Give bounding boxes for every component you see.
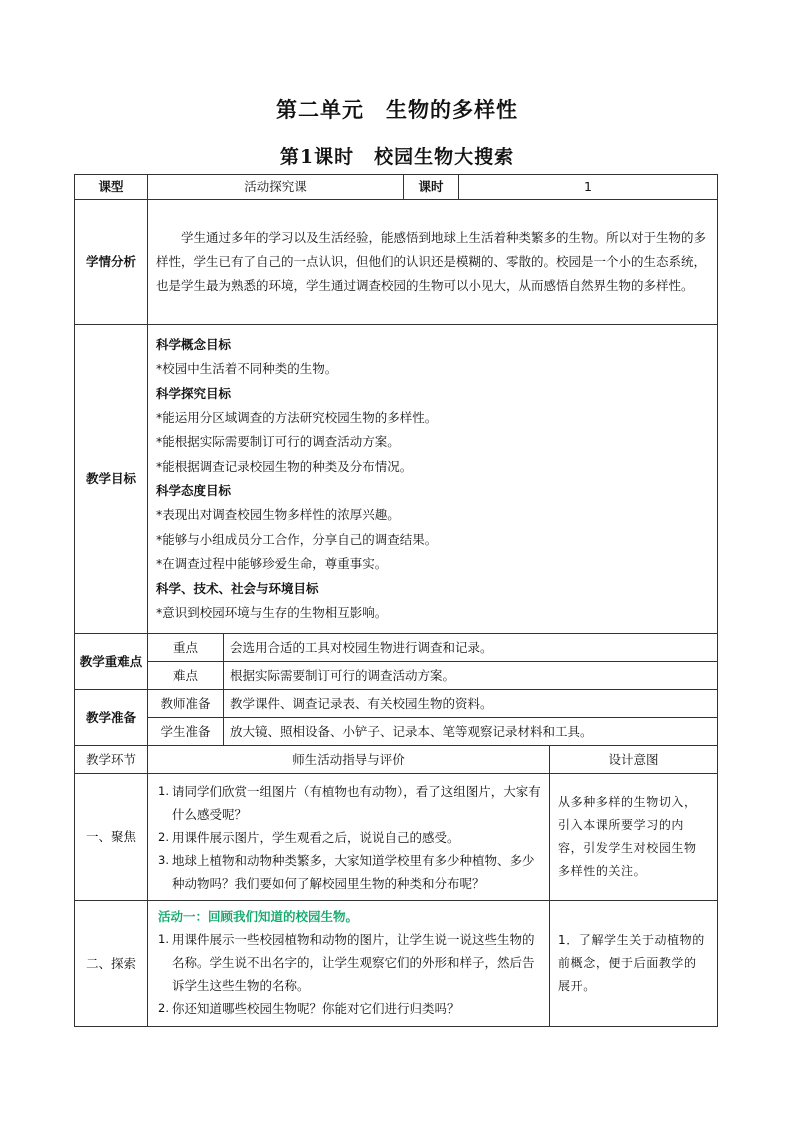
process-header-row bbox=[75, 746, 718, 774]
objective-item: *校园中生活着不同种类的生物。 bbox=[156, 361, 338, 376]
type-value: 活动探究课 bbox=[148, 175, 404, 200]
lesson-plan-table bbox=[74, 174, 718, 1027]
process-header-stage: 教学环节 bbox=[75, 746, 148, 774]
lesson-title: 第1课时 校园生物大搜索 bbox=[279, 146, 515, 168]
design-intent: 从多种多样的生物切入，引入本课所要学习的内容，引发学生对校园生物多样性的关注。 bbox=[550, 774, 718, 901]
objective-item: *表现出对调查校园生物多样性的浓厚兴趣。 bbox=[156, 507, 400, 522]
objective-item: *在调查过程中能够珍爱生命，尊重事实。 bbox=[156, 556, 388, 571]
info-row bbox=[75, 175, 718, 200]
process-header-design: 设计意图 bbox=[550, 746, 718, 774]
list-item: 2. 用课件展示图片，学生观看之后，说说自己的感受。 bbox=[158, 829, 460, 845]
preparation-label: 教学准备 bbox=[75, 690, 148, 746]
difficulty-label: 难点 bbox=[148, 662, 224, 690]
key-point-text: 会选用合适的工具对校园生物进行调查和记录。 bbox=[224, 634, 718, 662]
list-item: 2. 你还知道哪些校园生物呢？你能对它们进行归类吗？ bbox=[158, 1001, 460, 1016]
teacher-prep-text: 教学课件、调查记录表、有关校园生物的资料。 bbox=[224, 690, 718, 718]
hours-value: 1 bbox=[459, 175, 718, 200]
list-item: 1. 请同学们欣赏一组图片（有植物也有动物），看了这组图片，大家有什么感受呢？ bbox=[158, 783, 541, 822]
objective-item: *能运用分区域调查的方法研究校园生物的多样性。 bbox=[156, 409, 438, 425]
unit-title: 第二单元 生物的多样性 bbox=[276, 97, 518, 122]
process-section-explore bbox=[75, 901, 718, 1027]
difficulty-row bbox=[75, 662, 718, 690]
process-header-activity: 师生活动指导与评价 bbox=[148, 746, 550, 774]
key-point-row bbox=[75, 634, 718, 662]
list-item: 1. 用课件展示一些校园植物和动物的图片，让学生说一说这些生物的名称。学生说不出名字的，让学生观察它们的外形和样子，然后告诉学生这些生物的名称。 bbox=[158, 932, 535, 993]
objective-item: *能根据实际需要制订可行的调查活动方案。 bbox=[156, 434, 400, 449]
list-item: 3. 地球上植物和动物种类繁多，大家知道学校里有多少种植物、多少种动物吗？我们要如何了解校园里生物的种类和分布呢？ bbox=[158, 852, 535, 891]
stage-label: 二、探索 bbox=[75, 901, 148, 1027]
objective-heading: 科学概念目标 bbox=[156, 337, 232, 352]
objectives-label: 教学目标 bbox=[75, 325, 148, 634]
teacher-prep-label: 教师准备 bbox=[148, 690, 224, 718]
objective-heading: 科学、技术、社会与环境目标 bbox=[156, 580, 319, 596]
teacher-prep-row bbox=[75, 690, 718, 718]
key-point-label: 重点 bbox=[148, 634, 224, 662]
objective-item: *意识到校园环境与生存的生物相互影响。 bbox=[156, 604, 388, 620]
difficulty-text: 根据实际需要制订可行的调查活动方案。 bbox=[224, 662, 718, 690]
type-label: 课型 bbox=[75, 175, 148, 200]
hours-label: 课时 bbox=[404, 175, 459, 200]
objective-item: *能根据调查记录校园生物的种类及分布情况。 bbox=[156, 458, 413, 474]
stage-label: 一、聚焦 bbox=[75, 774, 148, 901]
student-prep-text: 放大镜、照相设备、小铲子、记录本、笔等观察记录材料和工具。 bbox=[224, 718, 718, 746]
activity-heading: 活动一：回顾我们知道的校园生物。 bbox=[158, 909, 359, 924]
objectives-row bbox=[75, 325, 718, 634]
objective-heading: 科学探究目标 bbox=[156, 385, 232, 401]
key-points-label: 教学重难点 bbox=[75, 634, 148, 690]
student-prep-row bbox=[75, 718, 718, 746]
objectives-content bbox=[148, 325, 718, 634]
analysis-text: 学生通过多年的学习以及生活经验，能感悟到地球上生活着种类繁多的生物。所以对于生物的多样性，学生已有了自己的一点认识，但他们的认识还是模糊的、零散的。校园是一个小的生态系统，也是学生最为熟悉的环境，学生通过调查校园的生物可以小见大，从而感悟自然界生物的多样性。 bbox=[148, 200, 718, 325]
design-intent: 1．了解学生关于动植物的前概念，便于后面教学的展开。 bbox=[550, 901, 718, 1027]
process-section-focus bbox=[75, 774, 718, 901]
objective-heading: 科学态度目标 bbox=[156, 483, 232, 498]
analysis-label: 学情分析 bbox=[75, 200, 148, 325]
activity-cell bbox=[148, 901, 550, 1027]
activity-cell bbox=[148, 774, 550, 901]
student-prep-label: 学生准备 bbox=[148, 718, 224, 746]
analysis-row bbox=[75, 200, 718, 325]
objective-item: *能够与小组成员分工合作，分享自己的调查结果。 bbox=[156, 531, 438, 547]
